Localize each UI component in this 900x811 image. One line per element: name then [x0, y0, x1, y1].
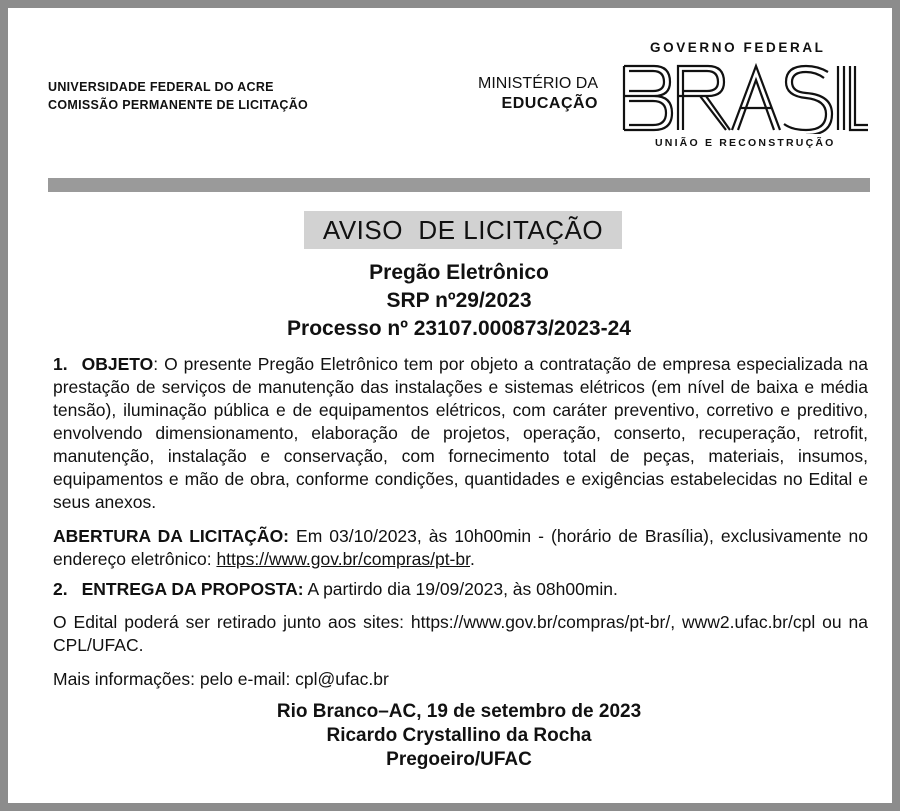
entrega-label: ENTREGA DA PROPOSTA:: [81, 579, 304, 599]
entrega-number: 2.: [53, 579, 68, 599]
notice-title-text: AVISO DE LICITAÇÃO: [322, 214, 604, 245]
signer-role: Pregoeiro/UFAC: [386, 749, 532, 770]
institution-name: UNIVERSIDADE FEDERAL DO ACRE: [48, 80, 274, 94]
edital-info: O Edital poderá ser retirado junto aos sites: https://www.gov.br/compras/pt-br/, www2.ufac.br/cpl ou na CPL/UFAC.: [53, 612, 868, 655]
objeto-text: : O presente Pregão Eletrônico tem por objeto a contratação de empresa especializada na prestação de serviços de manutenção das instalações e sistemas elétricos (em nível de baixa e média tensão), iluminação pública e de equipamentos elétricos, com caráter preventivo, corretivo e preditivo, envolvendo dimensionamento, elaboração de projetos, operação, conserto, recuperação, retrofit, manutenção, instalação e conservação, com fornecimento total de peças, materiais, insumos, equipamentos e mão de obra, conforme condições, quantidades e exigências estabelecidas no Edital e seus anexos.: [53, 354, 868, 512]
objeto-number: 1.: [53, 354, 68, 374]
abertura-label: ABERTURA DA LICITAÇÃO:: [53, 526, 290, 546]
process-number: Processo nº 23107.000873/2023-24: [287, 317, 631, 340]
place-date: Rio Branco–AC, 19 de setembro de 2023: [276, 701, 642, 722]
ministry-line1: MINISTÉRIO DA: [477, 75, 598, 92]
abertura-section: [53, 525, 868, 571]
gov-slogan: UNIÃO E RECONSTRUÇÃO: [655, 137, 836, 149]
institution-header: [48, 78, 308, 114]
gov-federal-label: GOVERNO FEDERAL: [650, 40, 826, 55]
objeto-section: [53, 353, 868, 514]
ministry-label: [453, 74, 598, 114]
commission-name: COMISSÃO PERMANENTE DE LICITAÇÃO: [48, 98, 309, 112]
contact-info: Mais informações: pelo e-mail: cpl@ufac.br: [53, 669, 389, 689]
divider: [48, 178, 870, 192]
abertura-text: Em 03/10/2023, às 10h00min - (horário de Brasília), exclusivamente no endereço eletrônico:: [53, 526, 868, 569]
signer-name: Ricardo Crystallino da Rocha: [326, 725, 592, 746]
notice-title: [304, 211, 622, 249]
ministry-line2: EDUCAÇÃO: [501, 95, 598, 112]
srp-number: SRP nº29/2023: [386, 289, 532, 312]
government-logo: [620, 38, 870, 158]
entrega-text: A partirdo dia 19/09/2023, às 08h00min.: [303, 579, 618, 599]
objeto-label: OBJETO: [81, 354, 154, 374]
brasil-logo-icon: [620, 62, 870, 134]
entrega-section: [53, 578, 868, 601]
modality: Pregão Eletrônico: [369, 261, 549, 284]
abertura-end: .: [469, 549, 475, 569]
compras-link[interactable]: https://www.gov.br/compras/pt-br: [216, 549, 470, 569]
